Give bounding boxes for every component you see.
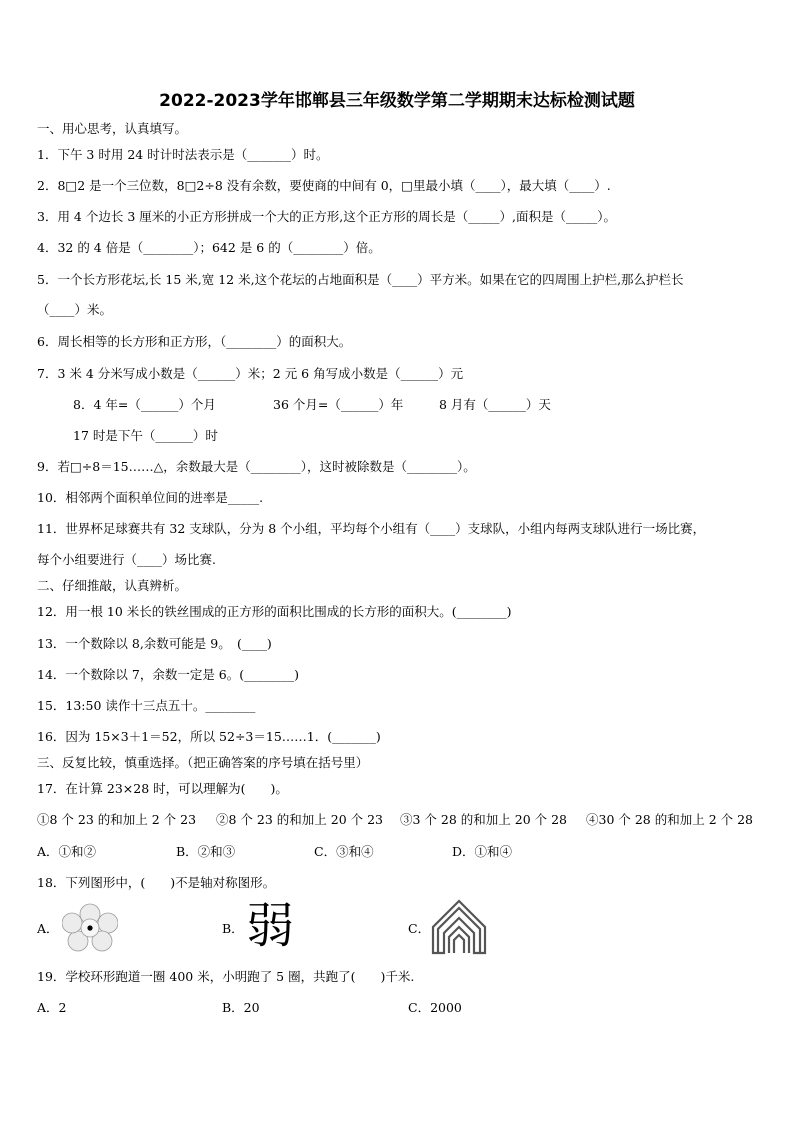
question-9: 9．若□÷8＝15……△，余数最大是（________），这时被除数是（________）。: [37, 459, 476, 474]
q17-statement-3: ③3 个 28 的和加上 20 个 28: [400, 812, 568, 827]
question-5-line-1: 5．一个长方形花坛,长 15 米,宽 12 米,这个花坛的占地面积是（____）平方米。如果在它的四周围上护栏,那么护栏长: [37, 272, 684, 287]
q19-choice-b: B．20: [222, 1000, 260, 1015]
question-4: 4．32 的 4 倍是（________）；642 是 6 的（________）倍。: [37, 240, 381, 255]
q19-choice-a: A．2: [37, 1000, 67, 1015]
q19-choice-c: C．2000: [408, 1000, 462, 1015]
question-14: 14．一个数除以 7，余数一定是 6。(________): [37, 667, 300, 682]
q17-statement-4: ④30 个 28 的和加上 2 个 28: [586, 812, 754, 827]
question-3: 3．用 4 个边长 3 厘米的小正方形拼成一个大的正方形,这个正方形的周长是（_____）,面积是（_____）。: [37, 209, 616, 224]
question-5-line-2: （____）米。: [37, 302, 113, 317]
question-11-line-1: 11．世界杯足球赛共有 32 支球队，分为 8 个小组，平均每个小组有（____）支球队，小组内每两支球队进行一场比赛，: [37, 521, 706, 536]
question-6: 6．周长相等的长方形和正方形，（________）的面积大。: [37, 334, 352, 349]
page-title: 2022-2023学年邯郸县三年级数学第二学期期末达标检测试题: [159, 91, 635, 111]
question-15: 15．13:50 读作十三点五十。________: [37, 698, 256, 713]
q17-statement-1: ①8 个 23 的和加上 2 个 23: [37, 812, 197, 827]
question-12: 12．用一根 10 米长的铁丝围成的正方形的面积比围成的长方形的面积大。(________): [37, 604, 512, 619]
question-8-part-b: 36 个月=（______）年: [273, 397, 404, 412]
question-2: 2．8□2 是一个三位数，8□2÷8 没有余数，要使商的中间有 0，□里最小填（____），最大填（____）.: [37, 178, 611, 193]
q18-choice-b-label: B．: [222, 921, 244, 936]
q17-statement-2: ②8 个 23 的和加上 20 个 23: [216, 812, 384, 827]
question-8-part-d: 17 时是下午（______）时: [73, 428, 218, 443]
question-8-part-a: 8．4 年=（______）个月: [73, 397, 216, 412]
question-10: 10．相邻两个面积单位间的进率是_____.: [37, 490, 264, 505]
question-16: 16．因为 15×3＋1＝52，所以 52÷3＝15……1．(_______): [37, 729, 381, 744]
weak-character-figure: 弱: [246, 898, 295, 954]
question-8-part-c: 8 月有（______）天: [439, 397, 551, 412]
question-18: 18．下列图形中，( )不是轴对称图形。: [37, 875, 276, 890]
question-17: 17．在计算 23×28 时，可以理解为( )。: [37, 781, 288, 796]
question-1: 1．下午 3 时用 24 时计时法表示是（_______）时。: [37, 147, 329, 162]
question-19: 19．学校环形跑道一圈 400 米，小明跑了 5 圈，共跑了( )千米.: [37, 969, 415, 984]
section-heading-1: 一、用心思考，认真填写。: [37, 121, 188, 136]
flower-figure: [62, 903, 118, 953]
q18-choice-a-label: A．: [37, 921, 59, 936]
q17-choice-b: B．②和③: [176, 844, 236, 859]
q17-choice-c: C．③和④: [314, 844, 374, 859]
question-7: 7．3 米 4 分米写成小数是（______）米；2 元 6 角写成小数是（______）元: [37, 366, 464, 381]
section-heading-2: 二、仔细推敲，认真辨析。: [37, 578, 188, 593]
question-13: 13．一个数除以 8,余数可能是 9。 (____): [37, 636, 272, 651]
q17-choice-d: D．①和④: [452, 844, 513, 859]
q17-choice-a: A．①和②: [37, 844, 97, 859]
question-11-line-2: 每个小组要进行（____）场比赛.: [37, 552, 216, 567]
chevron-logo-figure: [430, 897, 488, 957]
q18-choice-c-label: C．: [408, 921, 431, 936]
section-heading-3: 三、反复比较，慎重选择。（把正确答案的序号填在括号里）: [37, 755, 369, 770]
